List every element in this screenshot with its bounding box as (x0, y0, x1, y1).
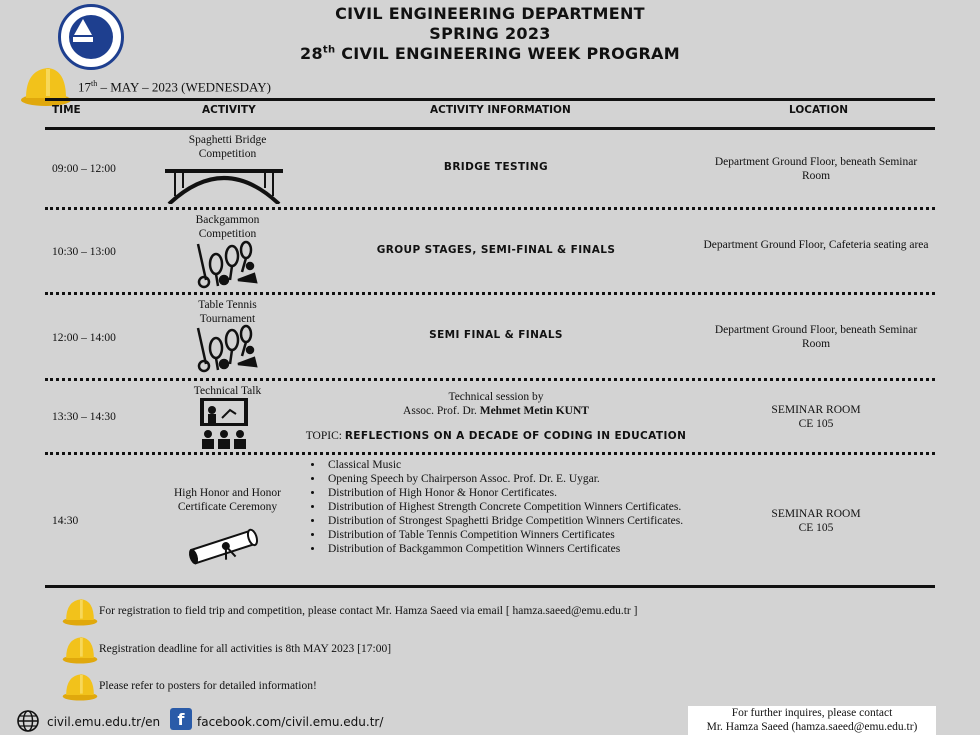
row4-location-room: SEMINAR ROOM (771, 404, 861, 416)
row2-activity: Backgammon Competition (195, 214, 260, 240)
contact-line1: For further inquires, please contact (731, 707, 893, 719)
hard-hat-icon (20, 62, 72, 108)
facebook-icon: f (170, 708, 192, 730)
sports-equipment-icon (190, 240, 262, 290)
row4-topic (300, 429, 692, 443)
diploma-scroll-icon (186, 528, 260, 566)
header-title: CIVIL ENGINEERING DEPARTMENT (335, 4, 645, 23)
bridge-icon (165, 166, 283, 204)
row1-info: BRIDGE TESTING (443, 161, 549, 173)
agenda-item: • Distribution of High Honor & Honor Certificates. (324, 486, 684, 500)
header-semester: SPRING 2023 (429, 24, 551, 43)
hard-hat-icon-note2 (62, 633, 98, 665)
date-day: 17 (78, 79, 91, 95)
row4-topic-label: TOPIC: (305, 430, 345, 442)
row4-time: 13:30 – 14:30 (52, 411, 116, 423)
ceremony-agenda-list (304, 458, 684, 556)
agenda-item: • Distribution of Highest Strength Concrete Competition Winners Certificates. (324, 500, 684, 514)
agenda-item: • Distribution of Backgammon Competition Winners Certificates (324, 542, 684, 556)
agenda-item: • Classical Music (324, 458, 684, 472)
agenda-item: • Distribution of Table Tennis Competition Winners Certificates (324, 528, 684, 542)
header-week-num: 28 (300, 44, 323, 63)
date-rest: – MAY – 2023 (WEDNESDAY) (97, 79, 271, 95)
row3-info: SEMI FINAL & FINALS (429, 329, 563, 341)
row2-info: GROUP STAGES, SEMI-FINAL & FINALS (376, 244, 616, 256)
row2-time: 10:30 – 13:00 (52, 246, 116, 258)
presentation-icon (198, 398, 250, 450)
hard-hat-icon-note1 (62, 595, 98, 627)
date-sup: th (91, 79, 98, 88)
contact-box (688, 706, 936, 735)
row1-location: Department Ground Floor, beneath Seminar Room (714, 156, 918, 182)
contact-line2: Mr. Hamza Saeed (hamza.saeed@emu.edu.tr) (706, 721, 918, 733)
agenda-item: • Opening Speech by Chairperson Assoc. Prof. Dr. E. Uygar. (324, 472, 684, 486)
facebook-link[interactable]: facebook.com/civil.emu.edu.tr/ (197, 715, 384, 729)
row4-info-line2 (300, 404, 692, 418)
header-bottom-rule (45, 127, 935, 130)
row1-activity: Spaghetti Bridge Competition (188, 134, 267, 160)
row4-info-line1: Technical session by (448, 391, 544, 403)
row5-time: 14:30 (52, 515, 79, 527)
row3-divider (45, 378, 935, 381)
row3-location: Department Ground Floor, beneath Seminar Room (714, 324, 918, 350)
note-posters: Please refer to posters for detailed information! (99, 680, 317, 692)
row4-divider (45, 452, 935, 455)
row4-speaker-title: Assoc. Prof. Dr. (403, 405, 480, 417)
row1-divider (45, 207, 935, 210)
table-top-rule (45, 98, 935, 101)
note-deadline: Registration deadline for all activities is 8th MAY 2023 [17:00] (99, 643, 392, 655)
globe-icon (16, 709, 40, 733)
note-registration: For registration to field trip and competition, please contact Mr. Hamza Saeed via email [ hamza.saeed@emu.edu.tr ] (99, 605, 638, 617)
agenda-item: • Distribution of Strongest Spaghetti Bridge Competition Winners Certificates. (324, 514, 684, 528)
row4-speaker-name: Mehmet Metin KUNT (479, 405, 589, 417)
row4-location-code: CE 105 (798, 418, 834, 430)
row1-time: 09:00 – 12:00 (52, 163, 116, 175)
col-header-activity: ACTIVITY (202, 104, 256, 116)
header-program (0, 44, 980, 63)
row2-divider (45, 292, 935, 295)
header-week-sup: th (322, 44, 336, 56)
row3-activity: Table Tennis Tournament (198, 299, 257, 325)
sports-equipment-icon-2 (190, 324, 262, 374)
col-header-info: ACTIVITY INFORMATION (430, 104, 571, 116)
table-bottom-rule (45, 585, 935, 588)
event-date (78, 79, 271, 95)
col-header-time: TIME (52, 104, 81, 116)
row4-topic-text: REFLECTIONS ON A DECADE OF CODING IN EDUCATION (344, 430, 687, 442)
row5-location-code: CE 105 (798, 522, 834, 534)
hard-hat-icon-note3 (62, 670, 98, 702)
row3-time: 12:00 – 14:00 (52, 332, 116, 344)
row2-location: Department Ground Floor, Cafeteria seating area (703, 239, 929, 251)
row5-location-room: SEMINAR ROOM (771, 508, 861, 520)
header-program-rest: CIVIL ENGINEERING WEEK PROGRAM (335, 44, 680, 63)
website-link[interactable]: civil.emu.edu.tr/en (47, 715, 161, 729)
row5-activity: High Honor and Honor Certificate Ceremony (174, 487, 281, 513)
row4-activity: Technical Talk (193, 385, 262, 397)
col-header-location: LOCATION (789, 104, 849, 116)
